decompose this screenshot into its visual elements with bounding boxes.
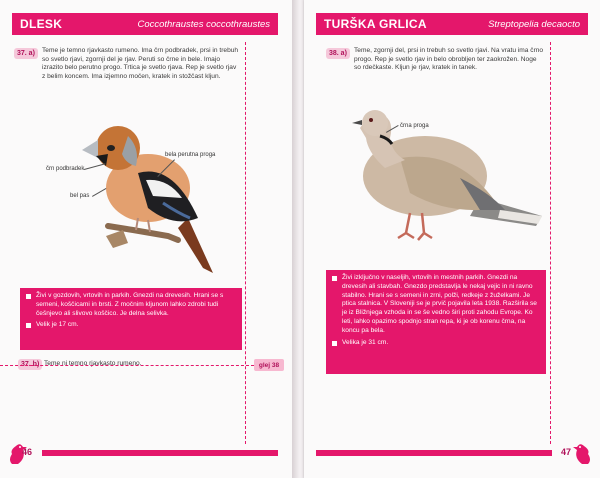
bullet-square-icon — [332, 341, 337, 346]
species-header-collared-dove — [316, 13, 588, 35]
label-white-wingbar: bela perutna proga — [165, 152, 216, 158]
bird-icon — [570, 442, 592, 466]
dashed-divider — [245, 42, 246, 444]
key-number: 37. a) — [14, 48, 38, 59]
key-description: Teme, zgornji del, prsi in trebuh so svetlo rjavi. Na vratu ima črno progo. Rep je svetlo rjav in belo obrobljen ter zaokrožen. Noge so rdečkaste. Kljun je rjav, kratek in tanek. — [354, 47, 544, 72]
info-text: Velik je 17 cm. — [36, 321, 79, 329]
species-latin-name: Streptopelia decaocto — [488, 18, 580, 30]
right-page — [304, 0, 600, 478]
bullet-square-icon — [26, 294, 31, 299]
see-reference[interactable]: glej 38 — [254, 359, 284, 371]
page-number: 47 — [561, 447, 572, 457]
habitat-info-box — [326, 270, 546, 374]
info-item — [332, 339, 540, 348]
dashed-divider — [550, 42, 551, 444]
key-number: 37. b) — [18, 359, 42, 370]
footer-bar — [316, 450, 552, 456]
info-item — [332, 274, 540, 336]
key-description: Teme ni temno rjavkasto rumeno. — [44, 360, 142, 367]
info-item — [26, 292, 236, 318]
habitat-info-box — [20, 288, 242, 350]
key-number: 38. a) — [326, 48, 350, 59]
bullet-square-icon — [26, 323, 31, 328]
info-text: Velika je 31 cm. — [342, 338, 389, 346]
dashed-divider — [0, 365, 254, 366]
info-item — [26, 321, 236, 330]
collared-dove-illustration — [330, 98, 546, 258]
species-name: DLESK — [20, 17, 63, 31]
info-text: Živi v gozdovih, vrtovih in parkih. Gnezdi na drevesih. Hrani se s semeni, koščicami in brsti. Z močnim kljunom lahko zdrobi tudi češnjevo ali slivovo koščico. Je delna selivka. — [36, 292, 224, 317]
species-latin-name: Coccothraustes coccothraustes — [137, 18, 270, 30]
label-white-band: bel pas — [70, 193, 90, 199]
label-black-chin: črn podbradek — [46, 166, 85, 172]
footer-bar — [42, 450, 278, 456]
key-description: Teme je temno rjavkasto rumeno. Ima črn podbradek, prsi in trebuh so svetlo rjavi, zgornji del je rjav. Peruti so črne in bele. Imajo izrazito belo perutno progo. Trtica je svetlo rjava. Rep je svetlo rjav z belim koncem. Ima izjemno močen, kratek in stožčast kljun. — [42, 47, 239, 80]
bullet-square-icon — [332, 276, 337, 281]
species-name: TURŠKA GRLICA — [324, 17, 427, 31]
species-header-hawfinch — [12, 13, 278, 35]
hawfinch-illustration — [78, 118, 228, 278]
left-page — [0, 0, 296, 478]
label-black-collar: črna proga — [400, 123, 429, 129]
page-number: 46 — [22, 447, 33, 457]
info-text: Živi izključno v naseljih, vrtovih in mestnih parkih. Gnezdi na drevesih ali stavbah. Gnezdo predstavlja le nekaj vejic in ni ravno stabilno. Hrani se s semeni in zrni, polži, redkeje z žuželkami. Je ptica stalnica. V Sloveniji se je prvič pojavila leta 1938. Razširila se je iz Bližnjega vzhoda in se še vedno širi proti zahodu Evrope. Ko leti, lahko opazimo spodnjo stran repa, ki je ob korenu črna, na koncu pa bela. — [342, 274, 537, 334]
